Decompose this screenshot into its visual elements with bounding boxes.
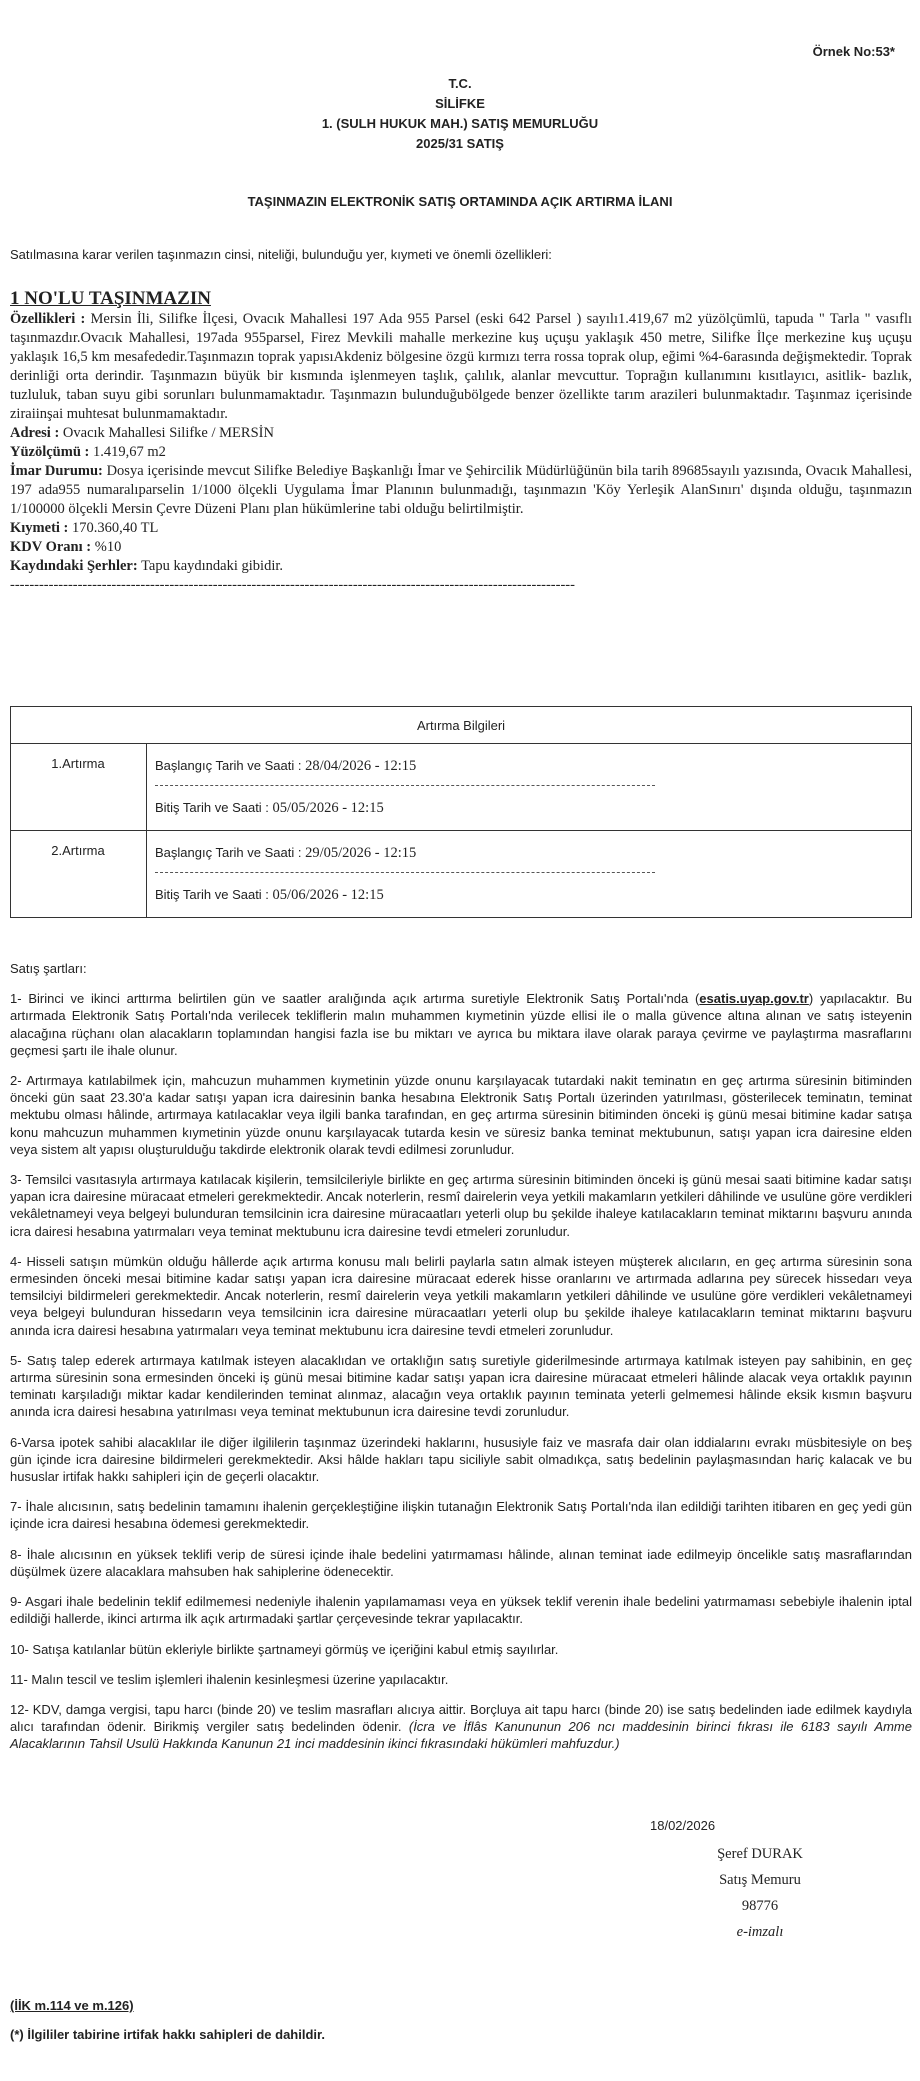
auction-info-table <box>10 706 912 918</box>
e-signature-label: e-imzalı <box>736 1924 784 1940</box>
conditions-text: Tapu kaydındaki gibidir. <box>137 558 284 574</box>
intro-text: Satılmasına karar verilen taşınmazın cinsi, niteliği, bulunduğu yer, kıymeti ve önemli özellikleri: <box>10 247 552 262</box>
announcement-title: TAŞINMAZIN ELEKTRONİK SATIŞ ORTAMINDA AÇIK ARTIRMA İLANI <box>247 194 673 209</box>
auction-round-dates <box>147 744 912 831</box>
condition-1 <box>10 990 912 1059</box>
table-row <box>11 831 912 918</box>
end-label: Bitiş Tarih ve Saati : <box>155 800 273 815</box>
condition-4: 4- Hisseli satışın mümkün olduğu hâllerde açık artırma konusu malı belirli paylarla satın almak isteyen müşterek alıcıların, en geç artırma süresinin sona ermesinden önceki mesai bitimine kadar satışı yapan icra dairesine müracaat ederek hisse oranlarını ve artırmada adlarına pey sürecek hissedarı veya temsilciyi bildirmeleri gerekmektedir. Ancak noterlerin, resmî dairelerin veya yetkili makamların yetkileri dâhilinde ve usulüne göre verdikleri vekâletnameyi veya belgeyi bulunduran hissedarın veya temsilcinin icra dairesine müracaatları yeterli olup bu şekilde ihaleye katılacakların teminat miktarını başvuru anında icra dairesi hesabına yatırmaları veya teminat mektubunu icra dairesine tevdi etmeleri zorunludur. <box>10 1253 912 1338</box>
conditions-label: Kaydındaki Şerhler: <box>10 558 138 574</box>
signature-date: 18/02/2026 <box>650 1818 716 1833</box>
condition-8: 8- İhale alıcısının en yüksek teklifi verip de süresi içinde ihale bedelini yatırmaması hâlinde, alınan teminat iade edilmeyip öncelikle satış masraflarından düşülmek üzere alacaklara mahsuben hak sahiplerine ödenecektir. <box>10 1546 912 1579</box>
area-label: Yüzölçümü : <box>10 444 90 460</box>
condition-7: 7- İhale alıcısının, satış bedelinin tamamını ihalenin gerçekleştiğine ilişkin tutanağın Elektronik Satış Portalı'nda ilan edildiği tarihten itibaren en geç yedi gün içinde icra dairesi hesabına ödemesi gerekmektedir. <box>10 1499 912 1532</box>
condition-3: 3- Temsilci vasıtasıyla artırmaya katılacak kişilerin, temsilcileriyle birlikte en geç artırma süresinin bitiminden önceki iş günü mesai saati bitimine kadar satışı yapan icra dairesine müracaat etmeleri gerekmektedir. Ancak noterlerin, resmî dairelerin veya yetkili makamların yetkileri dâhilinde ve usulüne göre verdikleri vekâletnameyi veya belgeyi bulunduran temsilcinin icra dairesine müracaatları yeterli olup bu şekilde ihaleye katılacakların teminat miktarını başvuru anında icra dairesi hesabına yatırmaları veya teminat mektubunu icra dairesine tevdi etmeleri zorunludur. <box>10 1172 912 1239</box>
property-address <box>10 424 912 443</box>
property-features <box>10 310 912 424</box>
signer-title: Satış Memuru <box>719 1872 801 1888</box>
auction-round-dates <box>147 831 912 918</box>
value-text: 170.360,40 TL <box>68 520 159 536</box>
start-label: Başlangıç Tarih ve Saati : <box>155 845 306 860</box>
separator-line: --------------------------------------------------------------------------------------------------------------------- <box>10 577 575 593</box>
sample-number: Örnek No:53* <box>812 44 895 59</box>
condition-6: 6-Varsa ipotek sahibi alacaklılar ile diğer ilgililerin taşınmaz üzerindeki haklarını, hususiyle faiz ve masrafa dair olan iddialarını evrakı müsbitesiyle on beş gün içinde icra dairesine bildirmeleri gerekmektedir. Aksi hâlde hakları tapu siciliyle sabit olmadıkça, satış bedelinin paylaşmasından hariç kalacak ve bu hususlar irtifak hakkı sahipleri için de geçerli olacaktır. <box>10 1434 912 1485</box>
condition-1-text-cont: ) yapılacaktır. Bu artırmada Elektronik Satış Portalı'nda verilecek tekliflerin malın muhammen kıymetinin yüzde ellisi ile o malla güvence altına alınan ve satış isteyenin alacağına rüçhanı olan alacakların toplamından hangisi fazla ise bu miktarı ve ayrıca bu miktara ilave olarak paraya çevirme ve paylaştırma masraflarını geçmesi şartı ile ihale olunur. <box>10 991 912 1058</box>
law-reference: (İİK m.114 ve m.126) <box>10 1998 134 2013</box>
date-divider <box>155 785 655 786</box>
property-conditions <box>10 557 912 576</box>
header-office: 1. (SULH HUKUK MAH.) SATIŞ MEMURLUĞU <box>321 116 599 131</box>
vat-label: KDV Oranı : <box>10 539 92 555</box>
property-section <box>10 288 912 595</box>
property-heading: 1 NO'LU TAŞINMAZIN <box>10 288 211 309</box>
condition-2: 2- Artırmaya katılabilmek için, mahcuzun muhammen kıymetinin yüzde onunu karşılayacak tutardaki nakit teminatın en geç artırma süresinin bitiminden önceki gün saat 23.30'a kadar satışı yapan icra dairesinin banka hesabına Elektronik Satış Portalı üzerinden yatırılması, gösterilecek teminatın, teminat mektubu olması hâlinde, artırmaya katılacaklar veya ilgili banka tarafından, en geç artırma süresinin bitiminden önceki iş günü mesai bitimine kadar satışa konu mahcuzun muhammen kıymetinin yüzde onunu karşılayacak tutarda kesin ve süresiz banka teminat mektubunun, satışı yapan icra dairesine elden veya sistem alt yapısı oluşturulduğu takdirde elektronik olarak tevdi edilmesi zorunludur. <box>10 1073 912 1157</box>
zoning-text: Dosya içerisinde mevcut Silifke Belediye Başkanlığı İmar ve Şehircilik Müdürlüğünün bila tarih 89685sayılı yazısında, Ovacık Mahallesi, 197 ada955 numaralıparselin 1/1000 ölçekli Uygulama İmar Planının bulunmadığı, taşınmazın 'Köy Yerleşik AlanSınırı' dışında olduğu, taşınmazın 1/100000 ölçekli Mersin Çevre Düzeni Planı plan hükümlerine tabi olduğu belirtilmiştir. <box>10 463 913 517</box>
property-area <box>10 443 912 462</box>
esatis-link[interactable]: esatis.uyap.gov.tr <box>699 991 809 1007</box>
end-datetime: 05/06/2026 - 12:15 <box>272 887 384 903</box>
address-text: Ovacık Mahallesi Silifke / MERSİN <box>59 425 274 441</box>
vat-text: %10 <box>91 539 122 555</box>
address-label: Adresi : <box>10 425 60 441</box>
start-datetime: 28/04/2026 - 12:15 <box>305 758 417 774</box>
features-label: Özellikleri : <box>10 311 86 327</box>
condition-12 <box>10 1701 912 1753</box>
auction-table-heading: Artırma Bilgileri <box>11 707 912 744</box>
condition-12-legal-note: (İcra ve İflâs Kanununun 206 ncı maddesinin birinci fıkrası ile 6183 sayılı Amme Alacaklarının Tahsil Usulü Hakkında Kanunun 21 inci maddesinin ikinci fıkrasındaki hükümleri mahfuzdur.) <box>10 1719 912 1752</box>
condition-12-text: 12- KDV, damga vergisi, tapu harcı (binde 20) ve teslim masrafları alıcıya aittir. Borçluya ait tapu harcı (binde 20) ise satış bedelinden iade edilmek kaydıyla alıcı tarafından ödenir. Birikmiş vergiler satış bedelinden ödenir. <box>10 1701 912 1735</box>
footnote: (*) İlgililer tabirine irtifak hakkı sahipleri de dahildir. <box>10 2027 325 2042</box>
end-label: Bitiş Tarih ve Saati : <box>155 887 273 902</box>
table-row <box>11 744 912 831</box>
conditions-heading: Satış şartları: <box>10 961 87 976</box>
sale-conditions <box>10 960 912 1766</box>
end-datetime: 05/05/2026 - 12:15 <box>272 800 384 816</box>
header-tc: T.C. <box>448 76 472 91</box>
value-label: Kıymeti : <box>10 520 69 536</box>
auction-round-name: 2.Artırma <box>11 831 147 918</box>
header-file-no: 2025/31 SATIŞ <box>416 136 504 151</box>
zoning-label: İmar Durumu: <box>10 463 103 479</box>
condition-10: 10- Satışa katılanlar bütün ekleriyle birlikte şartnameyi görmüş ve içeriğini kabul etmiş sayılırlar. <box>10 1641 559 1657</box>
auction-round-name: 1.Artırma <box>11 744 147 831</box>
area-text: 1.419,67 m2 <box>89 444 166 460</box>
document-header <box>0 74 920 154</box>
signer-name: Şeref DURAK <box>717 1846 803 1862</box>
condition-5: 5- Satış talep ederek artırmaya katılmak isteyen alacaklıdan ve ortaklığın satış suretiyle giderilmesinde artırmaya katılmak isteyen pay sahibinin, en geç artırma süresinin sona ermesinden önceki iş günü mesai bitimine kadar satışı yapan icra dairesine müracaat etmeleri hâlinde alacak veya ortaklık payının teminatı karşıladığı miktar kadar kendilerinden teminat alınmaz, alacağın veya ortaklık payının teminata yeterli gelmemesi hâlinde eksik kısmın başvuru anında icra dairesi hesabına yatırılması veya teminat mektubunun icra dairesine tevdi zorunludur. <box>10 1352 912 1420</box>
start-datetime: 29/05/2026 - 12:15 <box>305 845 417 861</box>
start-label: Başlangıç Tarih ve Saati : <box>155 758 306 773</box>
property-value <box>10 519 912 538</box>
signer-number: 98776 <box>741 1898 779 1914</box>
condition-11: 11- Malın tescil ve teslim işlemleri ihalenin kesinleşmesi üzerine yapılacaktır. <box>10 1671 449 1687</box>
header-city: SİLİFKE <box>435 96 485 111</box>
condition-9: 9- Asgari ihale bedelinin teklif edilmemesi nedeniyle ihalenin yapılamaması veya en yüksek teklif verenin ihale bedelini yatırmaması sebebiyle ihalenin iptal edildiği hallerde, ikinci artırma ilk açık artırmadaki şartlar çerçevesinde tekrar yapılacaktır. <box>10 1594 912 1627</box>
property-zoning <box>10 462 912 519</box>
features-text: Mersin İli, Silifke İlçesi, Ovacık Mahallesi 197 Ada 955 Parsel (eski 642 Parsel ) sayılı1.419,67 m2 yüzölçümlü, tapuda " Tarla " vasıflı taşınmazdır.Ovacık Mahallesi, 197ada 955parsel, Firez Mevkili mahalle merkezine kuş uçuşu yaklaşık 450 metre, Silifke İlçe merkezine kuş uçuşu yaklaşık 16,5 km mesafededir.Taşınmazın toprak yapısıAkdeniz bölgesine özgü kırmızı terra rossa toprak olup, eğimi %4-6arasında değişmektedir. Toprak derinliği orta derindir. Taşınmazın büyük bir kısmında işlenmeyen taşlık, çalılık, alanlar mevcuttur. Toprağın kullanımını kısıtlayıcı, asitlik- bazlık, tuzluluk, taban suyu gibi sorunları bulunmamaktadır. Taşınmazın bulunduğubölgede benzer özellikte tarım arazileri bulunmaktadır. Taşınmaz içerisinde ziraiinşai muhtesat bulunmamaktadır. <box>10 311 913 422</box>
date-divider <box>155 872 655 873</box>
condition-1-text: 1- Birinci ve ikinci arttırma belirtilen gün ve saatler aralığında açık artırma suretiyle Elektronik Satış Portalı'nda ( <box>10 991 700 1007</box>
property-vat <box>10 538 912 557</box>
